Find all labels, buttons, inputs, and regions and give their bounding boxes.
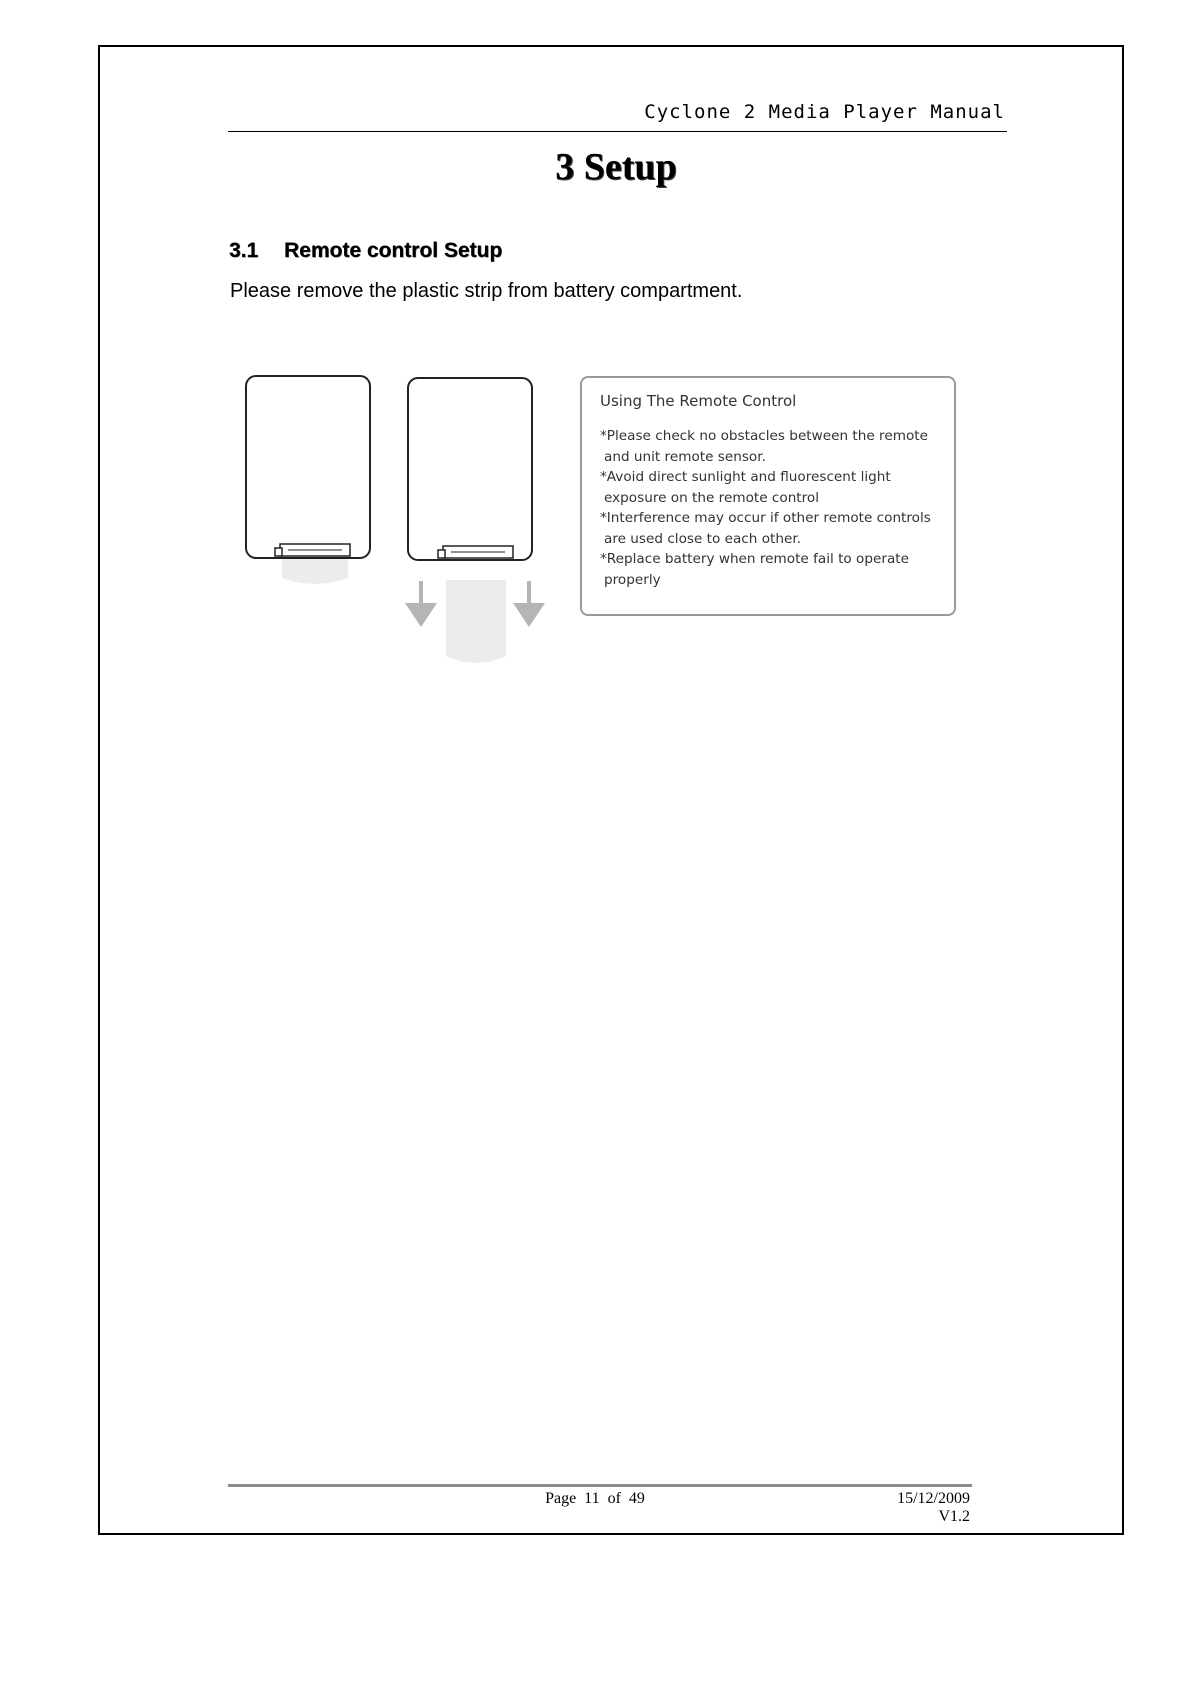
door-latch-right bbox=[438, 550, 445, 558]
section-body-text: Please remove the plastic strip from battery compartment. bbox=[230, 280, 743, 302]
remote-body-left bbox=[246, 376, 370, 558]
footer-date: 15/12/2009 bbox=[897, 1490, 970, 1507]
arrow-down-icon bbox=[513, 581, 545, 627]
chapter-title: 3 Setup bbox=[555, 146, 677, 188]
section-title: Remote control Setup bbox=[284, 239, 503, 262]
arrow-down-icon bbox=[405, 581, 437, 627]
page-number: Page 11 of 49 bbox=[545, 1490, 645, 1507]
strip-inserted bbox=[282, 558, 348, 584]
strip-pulled-out bbox=[446, 580, 506, 663]
info-box-item: *Replace battery when remote fail to operate properly bbox=[600, 551, 909, 588]
section-number: 3.1 bbox=[229, 239, 259, 262]
remote-strip-inserted-illustration bbox=[246, 376, 370, 584]
footer-version: V1.2 bbox=[938, 1508, 970, 1525]
remote-body-right bbox=[408, 378, 532, 560]
info-box-item: *Interference may occur if other remote controls are used close to each other. bbox=[600, 510, 931, 547]
manual-header-title: Cyclone 2 Media Player Manual bbox=[644, 101, 1005, 123]
info-box-item: *Please check no obstacles between the remote and unit remote sensor. bbox=[600, 428, 928, 465]
remote-strip-removed-illustration bbox=[405, 378, 545, 663]
remote-usage-info-box bbox=[580, 376, 956, 616]
info-box-title: Using The Remote Control bbox=[600, 392, 797, 410]
info-box-item: *Avoid direct sunlight and fluorescent light exposure on the remote control bbox=[600, 469, 891, 506]
door-latch-left bbox=[275, 548, 282, 556]
header-rule bbox=[228, 131, 1007, 132]
section-heading bbox=[229, 239, 502, 263]
page-frame bbox=[98, 45, 1124, 1535]
remote-battery-strip-removal-illustration bbox=[240, 368, 560, 668]
footer-rule bbox=[228, 1484, 972, 1487]
